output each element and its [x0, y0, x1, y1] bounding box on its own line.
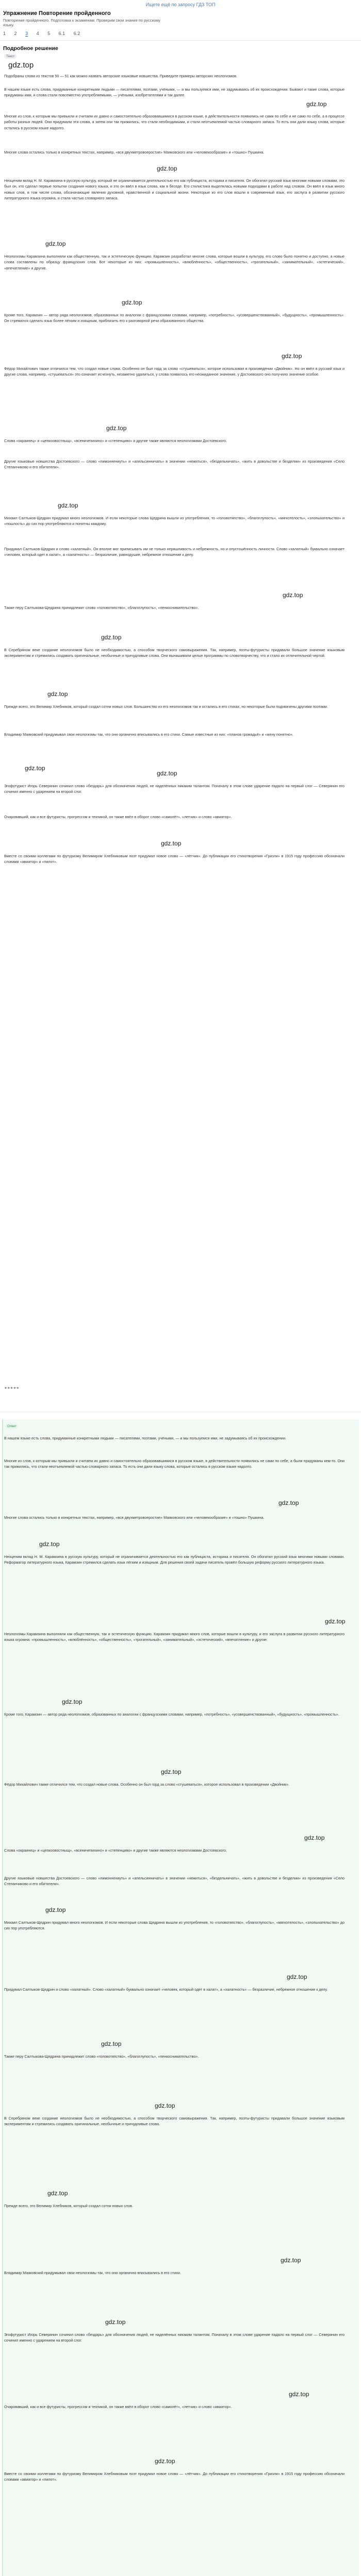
watermark: gdz.top	[157, 770, 177, 777]
watermark: gdz.top	[282, 352, 302, 360]
solution-paragraph: Слова «окраинец» и «цепкоовостныщ», «всеничепихино» и «степенциво» и другие также являются неологизмами Достоевского.	[4, 438, 227, 443]
watermark: gdz.top	[157, 165, 177, 172]
watermark: gdz.top	[47, 2190, 68, 2197]
watermark: gdz.top	[287, 1973, 307, 1980]
watermark: gdz.top	[325, 1618, 346, 1625]
watermark: gdz.top	[62, 1698, 83, 1705]
answer-paragraph: В Серебряном веке создание неологизмов было не необходимостью, а способом творческого самовыражения. Так, например, поэты-футуристы придавали большое значение языковым экспериментам и стремились создавать оригинальные, необычные и причудливые слова.	[4, 2116, 344, 2127]
solution-paragraph: Подобраны слова из текстов 50 — 51 как можно назвать авторские языковые новшества. Приведите примеры авторских неологизмов.	[4, 74, 237, 78]
pagination	[3, 31, 87, 37]
solution-paragraph: Многие слова остались только в конкретных текстах, например, «вся двухметровоеростие» Маяковского или «человекообразие» и «тошно» Пушкина.	[4, 150, 265, 155]
solution-paragraph: Очаровавший, как и все футуристы, прогрессом и техникой, он также ввёл в оборот слово «самолёт», «летчик» и слово «авиатор».	[4, 815, 232, 819]
answer-box	[2, 1419, 359, 2576]
solution-heading: Подробное решение	[3, 45, 58, 52]
page-subtitle: Повторение пройденного. Подготовка к экзаменам. Проверим свои знания по русскому языку.	[3, 18, 160, 27]
watermark: gdz.top	[101, 634, 122, 641]
watermark: gdz.top	[45, 240, 66, 247]
page-link-active[interactable]: 3	[25, 31, 28, 36]
watermark: gdz.top	[25, 765, 45, 772]
rating-stars[interactable]: ★★★★★	[4, 1386, 20, 1390]
watermark: gdz.top	[278, 1499, 299, 1506]
solution-paragraph: Также перу Салтыкова-Щедрина принадлежит слово «головотяпство», «благоглупость», «пенкоснимательство».	[4, 605, 199, 610]
solution-paragraph: Эгофутурист Игорь Северянин сочинил слово «бездарь» для обозначения людей, не наделённых никаким талантом. Поначалу в этом слове ударение падало на первый слог — Северянин его сочинил именно с ударением на второй слог.	[4, 784, 344, 794]
watermark: gdz.top	[8, 61, 34, 70]
search-link[interactable]: Ищете ещё по запросу ГДЗ ТОП	[145, 2, 216, 7]
watermark: gdz.top	[289, 2391, 309, 2398]
answer-paragraph: Вместе со своими коллегами по футуризму Велимиром Хлебниковым поэт придумал новое слово — «лётчик». До публикации его стихотворения «Гризли» в 1915 году профессию обозначали словами «авиатор» и «пилот».	[4, 2471, 344, 2482]
solution-paragraph: Другие языковые новшества Достоевского — слово «лимоннениуть» и «апельсинничать» в значении «нежиться», «бездельничать», «жить в довольстве и безделии» из произведения «Село Степанчиково и его обитатели».	[4, 459, 344, 470]
solution-paragraph: Придумал Салтыков-Щедрин и слово «халатный». Он вполне мог приписывать им не только неряшливость и небрежность, но и опустошённость личности. Слово «халатный» буквально означает «человек, который одет в халат», а «халатность» — безразличие, равнодушие, небрежное отношение к делу.	[4, 547, 344, 557]
answer-badge: Ответ	[5, 1424, 19, 1429]
solution-paragraph: В Серебряном веке создание неологизмов было не необходимостью, а способом творческого самовыражения. Так, например, поэты-футуристы придавали большое значение языковым экспериментам и стремились создавать оригинальные, необычные и причудливые слова. Они вынашивали целые программы по словотворчеству, что и стало их отличительной чертой.	[4, 648, 344, 658]
divider	[0, 40, 361, 41]
answer-paragraph: Также перу Салтыкова-Щедрина принадлежит слово «головотяпство», «благоглупость», «пенкоснимательство».	[4, 2054, 199, 2059]
watermark: gdz.top	[58, 502, 78, 509]
watermark: gdz.top	[45, 1906, 66, 1913]
solution-paragraph: Михаил Салтыков-Щедрин придумал много неологизмов. И если некоторые слова Щедрина вышли из употребления, то «головотяпство», «благоглупость», «мягкотелость», «злопыхательство» и «пошлость» до сих пор употребляются и понятны каждому.	[4, 516, 344, 527]
watermark: gdz.top	[122, 299, 142, 306]
answer-paragraph: Очаровавший, как и все футуристы, прогрессом и техникой, он также ввёл в оборот слово «самолёт», «летчик» и слово «авиатор».	[4, 2404, 232, 2409]
solution-paragraph: Фёдор Михайлович также отличился тем, что создал новые слова. Особенно он был горд за слово «стушеваться», которое использовал в произведении «Двойник». Но он ввёл в русский язык и другие слова, например, «стушеваться» это означает исчезнуть, незаметно удалиться, у слова появилось его неожиданное значение, у Достоевского оно получило значение особое.	[4, 366, 344, 377]
watermark: gdz.top	[39, 1540, 60, 1548]
solution-paragraph: Многие из слов, к которым мы привыкли и считаем их давно и самостоятельно образовавшимися в русском языке, в действительности появились не сами по себе и не само по себе, а в процессе работы разных людей. Они придумали эти слова, а затем они так прижились, что стали необходимыми, и стали неотъемлемой частью словарного запаса. То есть они дали языку слова, которые остались в русском языке надолго.	[4, 114, 344, 130]
watermark: gdz.top	[155, 2102, 175, 2109]
page-link[interactable]: 6.2	[73, 31, 80, 36]
page-link[interactable]: 4	[36, 31, 39, 36]
answer-paragraph: Михаил Салтыков-Щедрин придумал много неологизмов. И если некоторые слова Щедрина вышли из употребления, то «головотяпство», «благоглупость», «мягкотелость», «злопыхательство» до сих пор употребляются.	[4, 1920, 344, 1931]
page-link[interactable]: 5	[47, 31, 51, 36]
answer-paragraph: Неологизмы Карамзина выполняли как общественную, так и эстетическую функцию. Карамзин придумал много слов, которые вошли в культуру, и его заслуга в развитии русского литературного языка огромна: «промышленность», «влюблённость», «общественность», «трогательный», «занимательный», «эстетический», «впечатление» и другие.	[4, 1632, 344, 1642]
solution-paragraph: Владимир Маяковский придумывал свои неологизмы так, что они органично вписывались в его стихи. Самые известные из них: «планов громадьё» и «жену понятно».	[4, 732, 293, 737]
solution-paragraph: Неоценим вклад Н. М. Карамзина в русскую культуру, который не ограничивается деятельностью его как публициста, историка и писателя. Он обогатил русский язык многими новыми словами, это был он, кто сделал первые попытки создания нового языка, и это он ввёл в язык слова, как в беседе. Его стилистика выделялась новыми подходами в работе над словом. Он ввёл в язык много новых слов, в том числе слова, обозначающие явления духовной, нравственной и социальной жизни. Некоторые из его слов вошли в современный язык, его заслуга в развитии русского литературного языка огромна, и стала частью словарного запаса.	[4, 178, 344, 201]
answer-paragraph: Многие из слов, к которым мы привыкли и считаем их давно и самостоятельно образовавшимися в русском языке, в действительности появились не сами по себе, а были придуманы кем-то. Они так прижились, что стали неотъемлемой частью словарного запаса. То есть они дали языку слова, которые остались в русском языке надолго.	[4, 1459, 344, 1469]
answer-paragraph: Слова «окраинец» и «цепкоовостныщ», «всеничепихино» и «степенциво» и другие также являются неологизмами Достоевского.	[4, 1848, 227, 1853]
answer-paragraph: Кроме того, Карамзин — автор ряда неологизмов, образованных по аналогии с французскими словами, например, «потребность», «усовершенствованный», «будущность», «промышленность».	[4, 1712, 339, 1717]
page-title: Упражнение Повторение пройденного	[3, 10, 111, 16]
watermark: gdz.top	[155, 2458, 175, 2465]
watermark: gdz.top	[105, 2318, 126, 2326]
solution-paragraph: Прежде всего, это Велимир Хлебников, который создал сотни новых слов. Большинство из его неологизмов так и остались в его стихах, но некоторые были подхвачены другими поэтами.	[4, 704, 328, 709]
watermark: gdz.top	[161, 840, 182, 847]
page-link[interactable]: 1	[3, 31, 6, 36]
answer-paragraph: Эгофутурист Игорь Северянин сочинил слово «бездарь» для обозначения людей, не наделённых никаким талантом. Поначалу в этом слове ударение падало на первый слог — Северянин его сочинил именно с ударением на второй слог.	[4, 2332, 344, 2343]
watermark: gdz.top	[281, 2257, 301, 2264]
watermark: gdz.top	[306, 100, 327, 108]
page-link[interactable]: 2	[14, 31, 17, 36]
text-badge: Текст	[4, 54, 17, 59]
watermark: gdz.top	[283, 591, 303, 599]
solution-paragraph: Неологизмы Карамзина выполняли как общественную, так и эстетическую функцию. Карамзин разработал многие слова, которые вошли в культуру, его слово было понятно и доступно, а новые слова составлены по образцу французских слов. Вот некоторые из них: «промышленность», «влюблённость», «общественность», «трогательный», «занимательный», «эстетический», «впечатление» и другие.	[4, 254, 344, 270]
answer-paragraph: Владимир Маяковский придумывал свои неологизмы так, что они органично вписывались в его стихи.	[4, 2270, 181, 2275]
answer-paragraph: Неоценим вклад Н. М. Карамзина в русскую культуру, который не ограничивается деятельностью его как публициста, историка и писателя. Он обогатил русский язык многими новыми словами. Реформатор литературного языка, Карамзин стремился сделать язык лёгким и изящным. Для решения своей задачи писатель провёл большую реформу русского литературного языка.	[4, 1554, 344, 1565]
answer-paragraph: Фёдор Михайлович также отличился тем, что создал новые слова. Особенно он был горд за слово «стушеваться», которое использовал в произведении «Двойник».	[4, 1782, 290, 1787]
answer-paragraph: Прежде всего, это Велимир Хлебников, который создал сотни новых слов.	[4, 2204, 133, 2208]
answer-paragraph: Другие языковые новшества Достоевского — слово «лимоннениуть» и «апельсинничать» в значении «нежиться», «бездельничать», «жить в довольстве и безделии» из произведения «Село Степанчиково и его обитатели».	[4, 1876, 344, 1887]
watermark: gdz.top	[304, 1834, 325, 1841]
watermark: gdz.top	[101, 2040, 122, 2047]
page-link[interactable]: 6.1	[58, 31, 65, 36]
watermark: gdz.top	[47, 690, 68, 698]
solution-paragraph: Вместе со своими коллегами по футуризму Велимиром Хлебниковым поэт придумал новое слово — «лётчик». До публикации его стихотворения «Гризли» в 1915 году профессию обозначали словами «авиатор» и «пилот».	[4, 854, 344, 865]
answer-paragraph: Многие слова остались только в конкретных текстах, например, «вся двухметровоеростие» Маяковского или «человекообразие» и «тошно» Пушкина.	[4, 1515, 265, 1520]
answer-paragraph: Придумал Салтыков-Щедрин и слово «халатный». Слово «халатный» буквально означает «человек, который одет в халат», а «халатность» — безразличие, небрежное отношение к делу.	[4, 1987, 328, 1992]
watermark: gdz.top	[106, 425, 127, 432]
answer-paragraph: В нашем языке есть слова, придуманные конкретными людьми — писателями, поэтами, учёными, — и мы пользуемся ими, не задумываясь об их происхождении.	[4, 1436, 286, 1440]
watermark: gdz.top	[161, 1768, 182, 1775]
solution-paragraph: В нашем языке есть слова, придуманные конкретными людьми — писателями, поэтами, учёными, — и мы пользуемся ими, не задумываясь об их происхождении. Бывают и такие слова, которые придуманы ими, и слова стали повсеместно употребляемыми, — учёными, изобретателями и так далее.	[4, 87, 344, 98]
solution-paragraph: Кроме того, Карамзин — автор ряда неологизмов, образованных по аналогии с французскими словами, например, «потребность», «усовершенствованный», «будущность», «промышленность». Он стремился сделать язык более лёгким и изящным, приблизить его к разговорной речи образованного общества.	[4, 313, 344, 324]
